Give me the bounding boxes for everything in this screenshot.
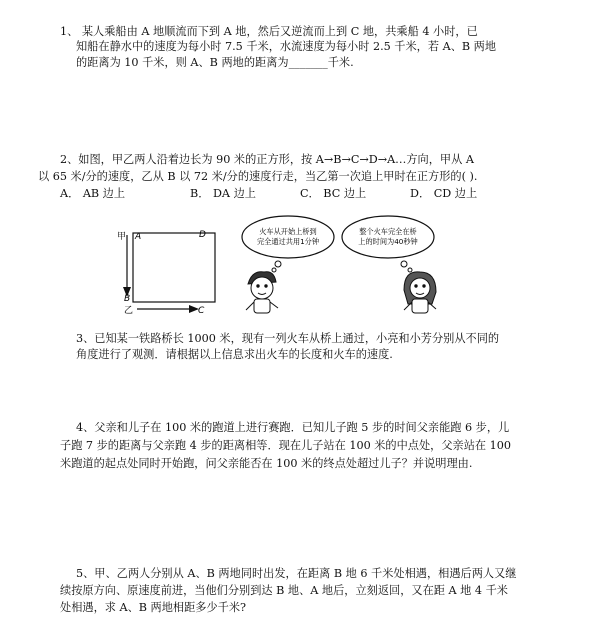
left-thought-dot-1 bbox=[275, 261, 281, 267]
q2-option-a: A． AB 边上 bbox=[60, 187, 126, 200]
q3-line-1: 3、已知某一铁路桥长 1000 米，现有一列火车从桥上通过，小亮和小芳分别从不同的 bbox=[76, 332, 500, 345]
q4-line-2: 子跑 7 步的距离与父亲跑 4 步的距离相等．现在儿子站在 100 米的中点处，父亲站在 100 bbox=[60, 439, 512, 452]
boy-figure bbox=[246, 272, 278, 313]
label-d: D bbox=[199, 230, 206, 240]
q2-line-2: 以 65 米/分的速度，乙从 B 以 72 米/分的速度行走，当乙第一次追上甲时在正方形的( ). bbox=[38, 170, 478, 183]
square-diagram bbox=[115, 225, 225, 315]
q5-line-2: 续按原方向、原速度前进，当他们分别到达 B 地、A 地后，立刻返回，又在距 A 地 4 千米 bbox=[60, 584, 508, 597]
square-outline bbox=[133, 233, 215, 302]
label-yi: 乙 bbox=[124, 306, 134, 315]
q4-line-1: 4、父亲和儿子在 100 米的跑道上进行赛跑．已知儿子跑 5 步的时间父亲能跑 6 步，儿 bbox=[76, 421, 510, 434]
right-thought-dot-1 bbox=[401, 261, 407, 267]
q4-line-3: 米跑道的起点处同时开始跑，问父亲能否在 100 米的终点处超过儿子？并说明理由. bbox=[60, 457, 473, 470]
right-thought-dot-2 bbox=[408, 268, 412, 272]
label-jia: 甲 bbox=[117, 232, 127, 242]
label-c: C bbox=[198, 306, 205, 315]
label-a: A bbox=[135, 232, 142, 242]
q1-line-2: 知船在静水中的速度为每小时 7.5 千米，水流速度为每小时 2.5 千米，若 A、B 两地 bbox=[76, 40, 497, 53]
left-bubble-line-2: 完全通过共用1分钟 bbox=[256, 237, 320, 246]
q1-line-1: 1、 某人乘船由 A 地顺流而下到 A 地，然后又逆流而上到 C 地，共乘船 4 小时，已 bbox=[60, 25, 478, 38]
q2-option-d: D． CD 边上 bbox=[410, 187, 478, 200]
q2-line-1: 2、如图，甲乙两人沿着边长为 90 米的正方形，按 A→B→C→D→A…方向，甲从 A bbox=[60, 153, 474, 166]
girl-figure bbox=[404, 272, 436, 313]
q2-option-c: C． BC 边上 bbox=[300, 187, 367, 200]
label-b: B bbox=[124, 294, 131, 304]
left-bubble-line-1: 火车从开始上桥到 bbox=[259, 227, 317, 236]
q1-line-3: 的距离为 10 千米，则 A、B 两地的距离为_______千米. bbox=[76, 56, 354, 69]
left-thought-dot-2 bbox=[272, 268, 276, 272]
right-bubble-line-2: 上的时间为40秒钟 bbox=[358, 237, 418, 246]
right-bubble-line-1: 整个火车完全在桥 bbox=[359, 227, 417, 236]
q3-line-2: 角度进行了观测．请根据以上信息求出火车的长度和火车的速度. bbox=[76, 348, 393, 361]
q5-line-1: 5、甲、乙两人分别从 A、B 两地同时出发，在距离 B 地 6 千米处相遇，相遇后两人又继 bbox=[76, 567, 517, 580]
q5-line-3: 处相遇，求 A、B 两地相距多少千米? bbox=[60, 601, 247, 614]
train-observers-illustration bbox=[238, 212, 468, 317]
q2-option-b: B． DA 边上 bbox=[190, 187, 256, 200]
